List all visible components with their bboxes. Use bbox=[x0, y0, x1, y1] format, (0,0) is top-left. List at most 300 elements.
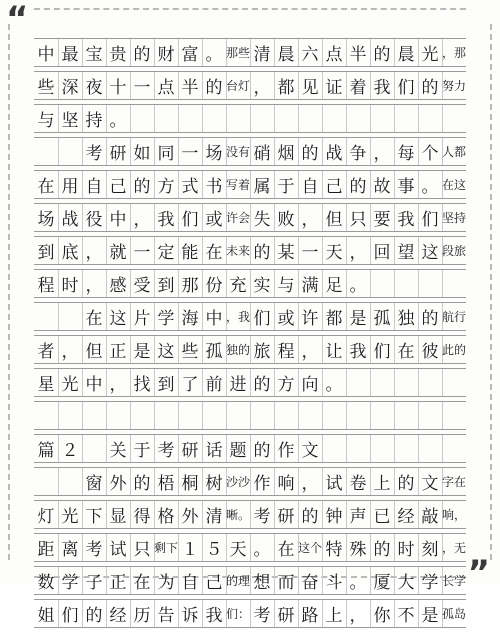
grid-cell: 或 bbox=[202, 204, 227, 231]
grid-cell: 感 bbox=[106, 270, 131, 297]
grid-cell: 航行 bbox=[442, 310, 467, 324]
grid-line bbox=[34, 71, 466, 100]
grid-cell: 灯 bbox=[34, 501, 59, 528]
grid-cell: 你 bbox=[370, 600, 395, 627]
grid-cell bbox=[394, 369, 419, 396]
grid-cell: 那 bbox=[178, 270, 203, 297]
grid-cell bbox=[298, 105, 323, 132]
grid-cell: 这 bbox=[418, 237, 443, 264]
grid-cell: 份 bbox=[202, 270, 227, 297]
grid-cell: 时 bbox=[58, 270, 83, 297]
grid-cell: 桐 bbox=[178, 468, 203, 495]
grid-cell: 的 bbox=[202, 72, 227, 99]
grid-cell bbox=[178, 402, 203, 429]
grid-cell: 深 bbox=[58, 72, 83, 99]
grid-cell: 是 bbox=[346, 303, 371, 330]
grid-cell: 与 bbox=[274, 270, 299, 297]
grid-cell bbox=[370, 402, 395, 429]
grid-cell: 与 bbox=[34, 105, 59, 132]
grid-cell: 经 bbox=[394, 501, 419, 528]
grid-cell: 段旅 bbox=[442, 244, 467, 258]
grid-cell: 这 bbox=[154, 336, 179, 363]
grid-cell: 天 bbox=[226, 534, 251, 561]
grid-cell: 些 bbox=[178, 336, 203, 363]
grid-line bbox=[34, 269, 466, 298]
grid-cell: 但 bbox=[82, 336, 107, 363]
grid-cell: 的 bbox=[394, 468, 419, 495]
grid-cell: 晨 bbox=[274, 39, 299, 66]
grid-cell: 方 bbox=[274, 369, 299, 396]
grid-cell: 那些 bbox=[226, 39, 251, 66]
grid-cell: 姐 bbox=[34, 600, 59, 627]
grid-cell: 不 bbox=[394, 600, 419, 627]
grid-cell: 财 bbox=[154, 39, 179, 66]
grid-cell: 考 bbox=[82, 138, 107, 165]
grid-cell: 的 bbox=[370, 534, 395, 561]
grid-cell: 坚持 bbox=[442, 211, 467, 225]
grid-cell: 子 bbox=[82, 567, 107, 594]
grid-cell: 见 bbox=[298, 72, 323, 99]
grid-cell: 是 bbox=[418, 600, 443, 627]
grid-cell bbox=[370, 369, 395, 396]
grid-cell: 话 bbox=[202, 435, 227, 462]
grid-cell bbox=[34, 303, 59, 330]
grid-cell: 上 bbox=[370, 468, 395, 495]
grid-cell bbox=[130, 105, 155, 132]
grid-cell: 在 bbox=[34, 171, 59, 198]
grid-cell: ， bbox=[346, 600, 371, 627]
grid-cell: 同 bbox=[154, 138, 179, 165]
grid-cell: 清 bbox=[202, 501, 227, 528]
grid-cell: 足 bbox=[322, 270, 347, 297]
grid-line bbox=[34, 566, 466, 595]
grid-cell: 的 bbox=[250, 435, 275, 462]
grid-cell: 的 bbox=[298, 501, 323, 528]
grid-cell bbox=[154, 402, 179, 429]
grid-cell: 某 bbox=[274, 237, 299, 264]
grid-cell: 争 bbox=[346, 138, 371, 165]
grid-line bbox=[34, 38, 466, 67]
grid-cell: 自 bbox=[82, 171, 107, 198]
grid-cell: 战 bbox=[58, 204, 83, 231]
grid-cell: 这个 bbox=[298, 534, 323, 561]
grid-cell: 敲 bbox=[418, 501, 443, 528]
grid-cell: 殊 bbox=[346, 534, 371, 561]
grid-cell: 故 bbox=[370, 171, 395, 198]
dashed-border-right bbox=[490, 24, 492, 560]
grid-cell: 场 bbox=[202, 138, 227, 165]
grid-cell bbox=[58, 402, 83, 429]
grid-cell: 充 bbox=[226, 270, 251, 297]
grid-cell bbox=[322, 105, 347, 132]
grid-cell: 清 bbox=[250, 39, 275, 66]
grid-cell: 片 bbox=[130, 303, 155, 330]
grid-cell: ５ bbox=[202, 534, 227, 561]
grid-cell: 点 bbox=[154, 72, 179, 99]
grid-cell: 响， bbox=[442, 508, 467, 522]
grid-cell: 而 bbox=[274, 567, 299, 594]
grid-line bbox=[34, 434, 466, 463]
grid-cell: 光 bbox=[58, 369, 83, 396]
grid-cell bbox=[442, 402, 466, 429]
grid-cell: 。 bbox=[418, 171, 443, 198]
grid-cell: 场 bbox=[34, 204, 59, 231]
grid-cell bbox=[346, 402, 371, 429]
grid-cell: 让 bbox=[322, 336, 347, 363]
grid-line bbox=[34, 203, 466, 232]
grid-cell: 。 bbox=[250, 534, 275, 561]
grid-cell: 要 bbox=[370, 204, 395, 231]
grid-cell: 大 bbox=[394, 567, 419, 594]
grid-cell: 晰。 bbox=[226, 501, 251, 528]
grid-cell: 败 bbox=[274, 204, 299, 231]
grid-cell bbox=[418, 105, 443, 132]
grid-cell: 点 bbox=[322, 39, 347, 66]
grid-cell bbox=[370, 105, 395, 132]
grid-cell bbox=[418, 270, 443, 297]
grid-cell: 十 bbox=[106, 72, 131, 99]
grid-cell: 的 bbox=[130, 171, 155, 198]
grid-cell: 程 bbox=[34, 270, 59, 297]
grid-cell: 半 bbox=[346, 39, 371, 66]
grid-line bbox=[34, 467, 466, 496]
grid-cell: 能 bbox=[178, 237, 203, 264]
grid-cell: 们 bbox=[178, 204, 203, 231]
grid-cell: 字在 bbox=[442, 475, 467, 489]
grid-cell bbox=[274, 402, 299, 429]
grid-cell: 满 bbox=[298, 270, 323, 297]
grid-cell: 正 bbox=[106, 336, 131, 363]
grid-cell: 都 bbox=[274, 72, 299, 99]
grid-cell bbox=[226, 105, 251, 132]
grid-cell: 。 bbox=[346, 270, 371, 297]
grid-cell: 学 bbox=[154, 303, 179, 330]
grid-cell: ， bbox=[370, 138, 395, 165]
grid-cell: 这 bbox=[106, 303, 131, 330]
grid-cell: 海 bbox=[178, 303, 203, 330]
grid-cell: 研 bbox=[178, 435, 203, 462]
grid-cell: 彼 bbox=[418, 336, 443, 363]
grid-cell: 书 bbox=[202, 171, 227, 198]
grid-cell: 沙沙 bbox=[226, 468, 251, 495]
grid-cell: 显 bbox=[106, 501, 131, 528]
grid-cell: 时 bbox=[394, 534, 419, 561]
grid-cell: 都 bbox=[322, 303, 347, 330]
grid-cell: 进 bbox=[226, 369, 251, 396]
grid-cell: 关 bbox=[106, 435, 131, 462]
grid-cell: 考 bbox=[82, 534, 107, 561]
grid-cell: 文 bbox=[298, 435, 323, 462]
grid-cell: 试 bbox=[322, 468, 347, 495]
grid-cell bbox=[250, 402, 275, 429]
grid-cell: 只 bbox=[346, 204, 371, 231]
grid-cell bbox=[58, 138, 83, 165]
grid-cell: 作 bbox=[274, 435, 299, 462]
grid-cell: 们 bbox=[58, 600, 83, 627]
grid-cell: 光 bbox=[418, 39, 443, 66]
grid-cell: 个 bbox=[418, 138, 443, 165]
grid-cell: ， bbox=[82, 237, 107, 264]
grid-cell: 的 bbox=[130, 468, 155, 495]
grid-cell: 役 bbox=[82, 204, 107, 231]
grid-cell bbox=[346, 435, 371, 462]
grid-cell: 我 bbox=[202, 600, 227, 627]
grid-cell: 们 bbox=[418, 204, 443, 231]
grid-cell: 历 bbox=[130, 600, 155, 627]
grid-cell: 树 bbox=[202, 468, 227, 495]
grid-cell: 自 bbox=[178, 567, 203, 594]
grid-cell: 于 bbox=[130, 435, 155, 462]
grid-cell: 但 bbox=[322, 204, 347, 231]
grid-cell: 底 bbox=[58, 237, 83, 264]
close-quote-icon: ” bbox=[467, 553, 490, 593]
grid-cell: 学 bbox=[418, 567, 443, 594]
grid-cell: 己 bbox=[106, 171, 131, 198]
grid-cell: ， bbox=[82, 270, 107, 297]
grid-cell bbox=[106, 402, 131, 429]
grid-cell: 孤 bbox=[370, 303, 395, 330]
dashed-border-top bbox=[34, 8, 466, 10]
grid-cell: 下 bbox=[82, 501, 107, 528]
grid-cell: 在 bbox=[394, 336, 419, 363]
grid-cell: 孤 bbox=[202, 336, 227, 363]
grid-cell: 事 bbox=[394, 171, 419, 198]
grid-cell: 没有 bbox=[226, 138, 251, 165]
grid-line bbox=[34, 401, 466, 430]
grid-cell: 。 bbox=[322, 369, 347, 396]
grid-cell: 卷 bbox=[346, 468, 371, 495]
grid-cell bbox=[34, 468, 59, 495]
grid-cell: 的 bbox=[82, 600, 107, 627]
grid-cell: ， bbox=[346, 237, 371, 264]
grid-cell bbox=[346, 369, 371, 396]
grid-cell: 最 bbox=[58, 39, 83, 66]
grid-cell: 实 bbox=[250, 270, 275, 297]
grid-cell: 的理 bbox=[226, 567, 251, 594]
grid-cell: 些 bbox=[34, 72, 59, 99]
grid-line bbox=[34, 137, 466, 166]
grid-cell bbox=[154, 105, 179, 132]
grid-cell: 独 bbox=[394, 303, 419, 330]
grid-cell bbox=[82, 402, 107, 429]
grid-cell: 数 bbox=[34, 567, 59, 594]
grid-cell: 在 bbox=[130, 567, 155, 594]
grid-cell: 是 bbox=[130, 336, 155, 363]
grid-cell: 在 bbox=[274, 534, 299, 561]
grid-cell: 学 bbox=[58, 567, 83, 594]
grid-cell: 们 bbox=[394, 72, 419, 99]
grid-cell: 证 bbox=[322, 72, 347, 99]
grid-cell: 一 bbox=[130, 237, 155, 264]
grid-cell bbox=[226, 402, 251, 429]
grid-cell: 。 bbox=[106, 105, 131, 132]
grid-cell: 考 bbox=[250, 600, 275, 627]
grid-cell: 了 bbox=[178, 369, 203, 396]
grid-cell bbox=[370, 435, 395, 462]
grid-cell: 的 bbox=[370, 39, 395, 66]
grid-cell: 写着 bbox=[226, 171, 251, 198]
grid-cell: 长学 bbox=[442, 574, 467, 588]
grid-cell: 己 bbox=[322, 171, 347, 198]
grid-cell bbox=[58, 303, 83, 330]
grid-cell bbox=[322, 435, 347, 462]
grid-cell: 富 bbox=[178, 39, 203, 66]
grid-cell bbox=[442, 105, 466, 132]
grid-cell: 程 bbox=[274, 336, 299, 363]
grid-cell: 者 bbox=[34, 336, 59, 363]
grid-cell bbox=[418, 369, 443, 396]
grid-cell bbox=[34, 138, 59, 165]
grid-cell: 距 bbox=[34, 534, 59, 561]
grid-cell: 战 bbox=[322, 138, 347, 165]
grid-cell bbox=[370, 270, 395, 297]
grid-line bbox=[34, 236, 466, 265]
grid-cell: 剩下 bbox=[154, 534, 179, 561]
grid-cell: 上 bbox=[322, 600, 347, 627]
grid-line bbox=[34, 599, 466, 628]
grid-cell: ， bbox=[250, 72, 275, 99]
grid-cell: 想 bbox=[250, 567, 275, 594]
grid-cell bbox=[202, 105, 227, 132]
grid-cell bbox=[274, 105, 299, 132]
manuscript-grid bbox=[34, 38, 466, 632]
grid-cell bbox=[322, 402, 347, 429]
grid-cell: 的 bbox=[250, 237, 275, 264]
grid-cell: 中 bbox=[106, 204, 131, 231]
grid-cell: 我 bbox=[154, 204, 179, 231]
grid-cell: 们 bbox=[250, 303, 275, 330]
grid-cell: 前 bbox=[202, 369, 227, 396]
grid-cell: 研 bbox=[274, 600, 299, 627]
grid-cell: 望 bbox=[394, 237, 419, 264]
grid-cell bbox=[250, 105, 275, 132]
grid-cell: ，我 bbox=[226, 303, 251, 330]
grid-cell: 。 bbox=[346, 567, 371, 594]
grid-cell: 们： bbox=[226, 600, 251, 627]
grid-cell: 许 bbox=[298, 303, 323, 330]
grid-cell: 中 bbox=[34, 39, 59, 66]
grid-cell: 向 bbox=[298, 369, 323, 396]
grid-cell: 定 bbox=[154, 237, 179, 264]
grid-cell: 经 bbox=[106, 600, 131, 627]
grid-cell: 在 bbox=[202, 237, 227, 264]
grid-cell: 如 bbox=[130, 138, 155, 165]
grid-cell bbox=[130, 402, 155, 429]
grid-cell: 己 bbox=[202, 567, 227, 594]
grid-cell: 响 bbox=[274, 468, 299, 495]
grid-cell bbox=[178, 105, 203, 132]
grid-cell: 受 bbox=[130, 270, 155, 297]
grid-cell: 正 bbox=[106, 567, 131, 594]
grid-cell: 考 bbox=[154, 435, 179, 462]
grid-cell: 得 bbox=[130, 501, 155, 528]
grid-cell: 失 bbox=[250, 204, 275, 231]
grid-cell: 属 bbox=[250, 171, 275, 198]
grid-line bbox=[34, 335, 466, 364]
grid-cell: 或 bbox=[274, 303, 299, 330]
grid-cell: 此的 bbox=[442, 343, 467, 357]
grid-cell: 一 bbox=[178, 138, 203, 165]
grid-cell: 中 bbox=[82, 369, 107, 396]
grid-cell: 着 bbox=[346, 72, 371, 99]
grid-cell: 斗 bbox=[322, 567, 347, 594]
grid-cell: ，无 bbox=[442, 541, 467, 555]
grid-cell: 我 bbox=[346, 336, 371, 363]
grid-cell: 每 bbox=[394, 138, 419, 165]
grid-cell: 们 bbox=[370, 336, 395, 363]
grid-cell: 格 bbox=[154, 501, 179, 528]
grid-cell: 只 bbox=[130, 534, 155, 561]
grid-cell: 半 bbox=[178, 72, 203, 99]
grid-cell: ， bbox=[58, 336, 83, 363]
grid-cell: 外 bbox=[178, 501, 203, 528]
grid-cell: ２ bbox=[58, 435, 83, 462]
grid-cell bbox=[442, 369, 466, 396]
grid-cell: 刻 bbox=[418, 534, 443, 561]
dashed-border-left bbox=[8, 24, 10, 560]
grid-cell bbox=[34, 402, 59, 429]
grid-cell: 的 bbox=[418, 72, 443, 99]
grid-cell: 在 bbox=[82, 303, 107, 330]
grid-cell: 。 bbox=[202, 39, 227, 66]
grid-cell: 持 bbox=[82, 105, 107, 132]
grid-cell: 厦 bbox=[370, 567, 395, 594]
grid-cell bbox=[298, 402, 323, 429]
grid-cell: 文 bbox=[418, 468, 443, 495]
grid-cell bbox=[394, 270, 419, 297]
grid-cell: 六 bbox=[298, 39, 323, 66]
grid-cell: 声 bbox=[346, 501, 371, 528]
grid-cell: ， bbox=[298, 336, 323, 363]
grid-cell: １ bbox=[178, 534, 203, 561]
grid-cell: 路 bbox=[298, 600, 323, 627]
grid-cell: 找 bbox=[130, 369, 155, 396]
grid-cell bbox=[58, 468, 83, 495]
grid-line bbox=[34, 104, 466, 133]
grid-line bbox=[34, 170, 466, 199]
grid-cell: 烟 bbox=[274, 138, 299, 165]
grid-cell: ， bbox=[298, 204, 323, 231]
grid-cell bbox=[202, 402, 227, 429]
grid-cell bbox=[394, 105, 419, 132]
grid-cell: 的 bbox=[418, 303, 443, 330]
grid-cell: 自 bbox=[298, 171, 323, 198]
grid-cell: 的 bbox=[346, 171, 371, 198]
grid-cell bbox=[418, 402, 443, 429]
grid-cell: 作 bbox=[250, 468, 275, 495]
grid-cell: 篇 bbox=[34, 435, 59, 462]
grid-cell bbox=[418, 435, 443, 462]
grid-cell: 研 bbox=[274, 501, 299, 528]
grid-cell: 贵 bbox=[106, 39, 131, 66]
grid-cell: 星 bbox=[34, 369, 59, 396]
grid-cell: 外 bbox=[106, 468, 131, 495]
grid-cell: 宝 bbox=[82, 39, 107, 66]
grid-cell bbox=[394, 402, 419, 429]
grid-cell: 方 bbox=[154, 171, 179, 198]
grid-cell: 的 bbox=[130, 39, 155, 66]
grid-cell: 晨 bbox=[394, 39, 419, 66]
grid-cell: 式 bbox=[178, 171, 203, 198]
grid-cell: 梧 bbox=[154, 468, 179, 495]
grid-line bbox=[34, 368, 466, 397]
grid-cell: 我 bbox=[394, 204, 419, 231]
grid-cell: 坚 bbox=[58, 105, 83, 132]
grid-cell: ， bbox=[106, 369, 131, 396]
grid-cell: 在这 bbox=[442, 178, 467, 192]
grid-line bbox=[34, 302, 466, 331]
grid-cell: 台灯 bbox=[226, 72, 251, 99]
